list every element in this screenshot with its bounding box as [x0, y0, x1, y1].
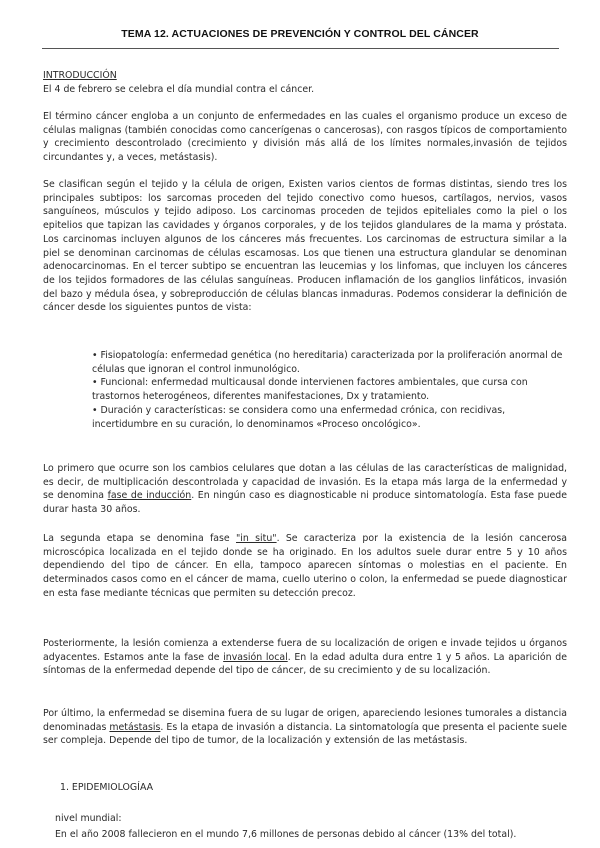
term-fase-induccion: fase de inducción: [107, 490, 192, 502]
paragraph-definition: [43, 110, 567, 165]
bullet-item: • Duración y características: se considera como una enfermedad crónica, con recidivas, incertidumbre en su curación, lo denominamos «Proceso oncológico».: [92, 404, 506, 430]
term-in-situ: "in situ": [236, 533, 277, 544]
paragraph-text: Se clasifican según el tejido y la célula de origen, Existen varios cientos de formas distintas, siendo tres los principales subtipos: los sarcomas proceden del tejido conectivo como huesos, cartílagos, nervios, vasos sanguíneos, músculos y tejido adiposo. Los carcinomas proceden de tejidos epiteliales como la piel o los epitelios que tapizan las cavidades y órganos corporales, y de los tejidos glandulares de la mama y próstata. Los carcinomas incluyen algunos de los cánceres más frecuentes. Los carcinomas de estructura similar a la piel se denominan carcinomas de células escamosas. Los que tienen una estructura glandular se denominan adenocarcinomas. En el tercer subtipo se encuentran las leucemias y los linfomas, que incluyen los cánceres de los tejidos formadores de las células sanguíneas. Producen inflamación de los ganglios linfáticos, invasión del bazo y médula ósea, y sobreproducción de células blancas inmaduras. Podemos considerar la definición de cáncer desde los siguientes puntos de vista:: [43, 179, 567, 314]
bullet-item: • Fisiopatología: enfermedad genética (no hereditaria) caracterizada por la proliferación anormal de células que ignoran el control inmunológico.: [92, 350, 563, 375]
paragraph-classification: [43, 178, 567, 315]
text-run: La segunda etapa se denomina fase: [43, 533, 236, 544]
paragraph-invasion-local: [43, 637, 567, 678]
paragraph-text: [43, 707, 567, 748]
text-run: Por último, la enfermedad se disemina fuera de su lugar de origen, apareciendo lesiones tumorales a distancia denominadas: [43, 708, 567, 733]
page-title: TEMA 12. ACTUACIONES DE PREVENCIÓN Y CONTROL DEL CÁNCER: [121, 28, 479, 40]
text-run: Lo primero que ocurre son los cambios celulares que dotan a las células de las características de malignidad, es decir, de multiplicación descontrolada y capacidad de invasión. Es la etapa más larga de la enfermedad y se denomina: [43, 463, 567, 502]
section-heading-epidemiologia: 1. EPIDEMIOLOGÍAA: [60, 782, 154, 793]
paragraph-induction: [43, 462, 567, 517]
intro-block: [43, 69, 567, 96]
subheading-nivel-mundial: nivel mundial:: [55, 813, 122, 824]
paragraph-text: [43, 462, 567, 517]
term-invasion-local: invasión local: [223, 651, 288, 663]
statistic-line: En el año 2008 fallecieron en el mundo 7,6 millones de personas debido al cáncer (13% del total).: [55, 829, 517, 840]
text-run: . En la edad adulta dura entre 1 y 5 años. La aparición de síntomas de la enfermedad depende del tipo de cáncer, de su crecimiento y de su localización.: [43, 651, 567, 677]
bullet-item: • Funcional: enfermedad multicausal donde intervienen factores ambientales, que cursa con trastornos heterogéneos, diferentes manifestaciones, Dx y tratamiento.: [92, 377, 528, 403]
text-run: . Es la etapa de invasión a distancia. La sintomatología que presenta el paciente suele ser compleja. Depende del tipo de tumor, de la localización y extensión de las metástasis.: [43, 721, 567, 747]
text-run: Posteriormente, la lesión comienza a extenderse fuera de su localización de origen e invade tejidos u órganos adyacentes. Estamos ante la fase de: [43, 638, 567, 663]
text-run: . Se caracteriza por la existencia de la lesión cancerosa microscópica localizada en el tejido donde se ha originado. En los adultos suele durar entre 5 y 10 años dependiendo del tipo de cáncer. En ella, tampoco aparecen síntomas o molestias en el paciente. En determinados casos como en el cáncer de mama, cuello uterino o colon, la enfermedad se puede diagnosticar en esta fase mediante técnicas que permiten su detección precoz.: [43, 533, 567, 599]
term-metastasis: metástasis: [109, 721, 161, 733]
paragraph-text: [43, 532, 567, 601]
paragraph-text: El término cáncer engloba a un conjunto de enfermedades en las cuales el organismo produce un exceso de células malignas (también conocidas como cancerígenas o cancerosas), con rasgos típicos de comportamiento y crecimiento descontrolado (crecimiento y división más allá de los límites normales,invasión de tejidos circundantes y, a veces, metástasis).: [43, 111, 567, 164]
intro-heading: INTRODUCCIÓN: [43, 70, 117, 81]
paragraph-in-situ: [43, 532, 567, 601]
paragraph-metastasis: [43, 707, 567, 748]
text-run: . En ningún caso es diagnosticable ni produce sintomatología. Esta fase puede durar hasta 30 años.: [43, 490, 567, 516]
bullet-list: [92, 349, 568, 431]
paragraph-text: [43, 637, 567, 678]
intro-line: El 4 de febrero se celebra el día mundial contra el cáncer.: [43, 83, 315, 95]
title-divider: [42, 48, 559, 49]
